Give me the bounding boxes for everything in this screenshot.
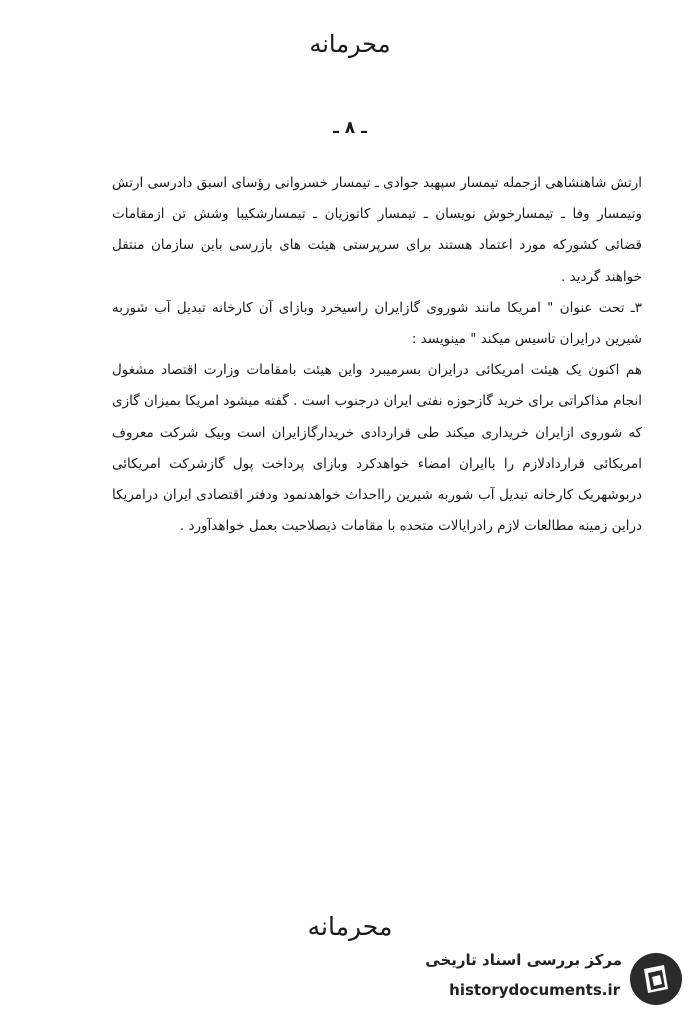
paragraph-3: هم اکنون یک هیئت امریکائی درایران بسرمیبرد واین هیئت بامقامات وزارت اقتصاد مشغول انجام مذاکراتی برای خرید گازحوزه نفتی ایران درجنوب است . گفته میشود امریکا بمیزان گازی که شوروی ازایران خریداری میکند طی قراردادی خریدارگازایران است وبیک شرکت معروف امریکائی قراردادلازم را باایران امضاء خواهدکرد وبازای پرداخت پول گازشرکت امریکائی دربوشهریک کارخانه تبدیل آب شوربه شیرین رااحداث خواهدنمود ودفتر اقتصادی ایران درامریکا دراین زمینه مطالعات لازم رادرایالات متحده با مقامات ذیصلاحیت بعمل خواهدآورد . xyxy=(112,362,642,535)
document-archive-logo-icon xyxy=(628,951,684,1007)
page-number: ـ ٨ ـ xyxy=(333,118,367,138)
paragraph-2: ۳ـ تحت عنوان " امریکا مانند شوروی گازایران راسیخرد وبازای آن کارخانه تبدیل آب شوربه شیرین درایران تاسیس میکند " مینویسد : xyxy=(112,299,642,348)
confidential-header: محرمانه xyxy=(309,30,391,58)
archive-url: historydocuments.ir xyxy=(449,981,620,999)
archive-name: مرکز بررسی اسناد تاریخی xyxy=(425,951,622,969)
document-body xyxy=(112,168,642,542)
confidential-footer: محرمانه xyxy=(307,912,393,941)
archive-watermark xyxy=(408,945,690,1013)
paragraph-1: ارتش شاهنشاهی ازجمله تیمسار سپهبد جوادی ـ تیمسار خسروانی رؤسای اسبق دادرسی ارتش وتیمسار وفا ـ تیمسارخوش نویسان ـ تیمسار کاتوزیان ـ تیمسارشکیبا وشش تن ازمقامات قضائی کشورکه مورد اعتماد هستند برای سرپرستی هیئت های بازرسی باین سازمان منتقل خواهند گردید . xyxy=(112,175,642,285)
